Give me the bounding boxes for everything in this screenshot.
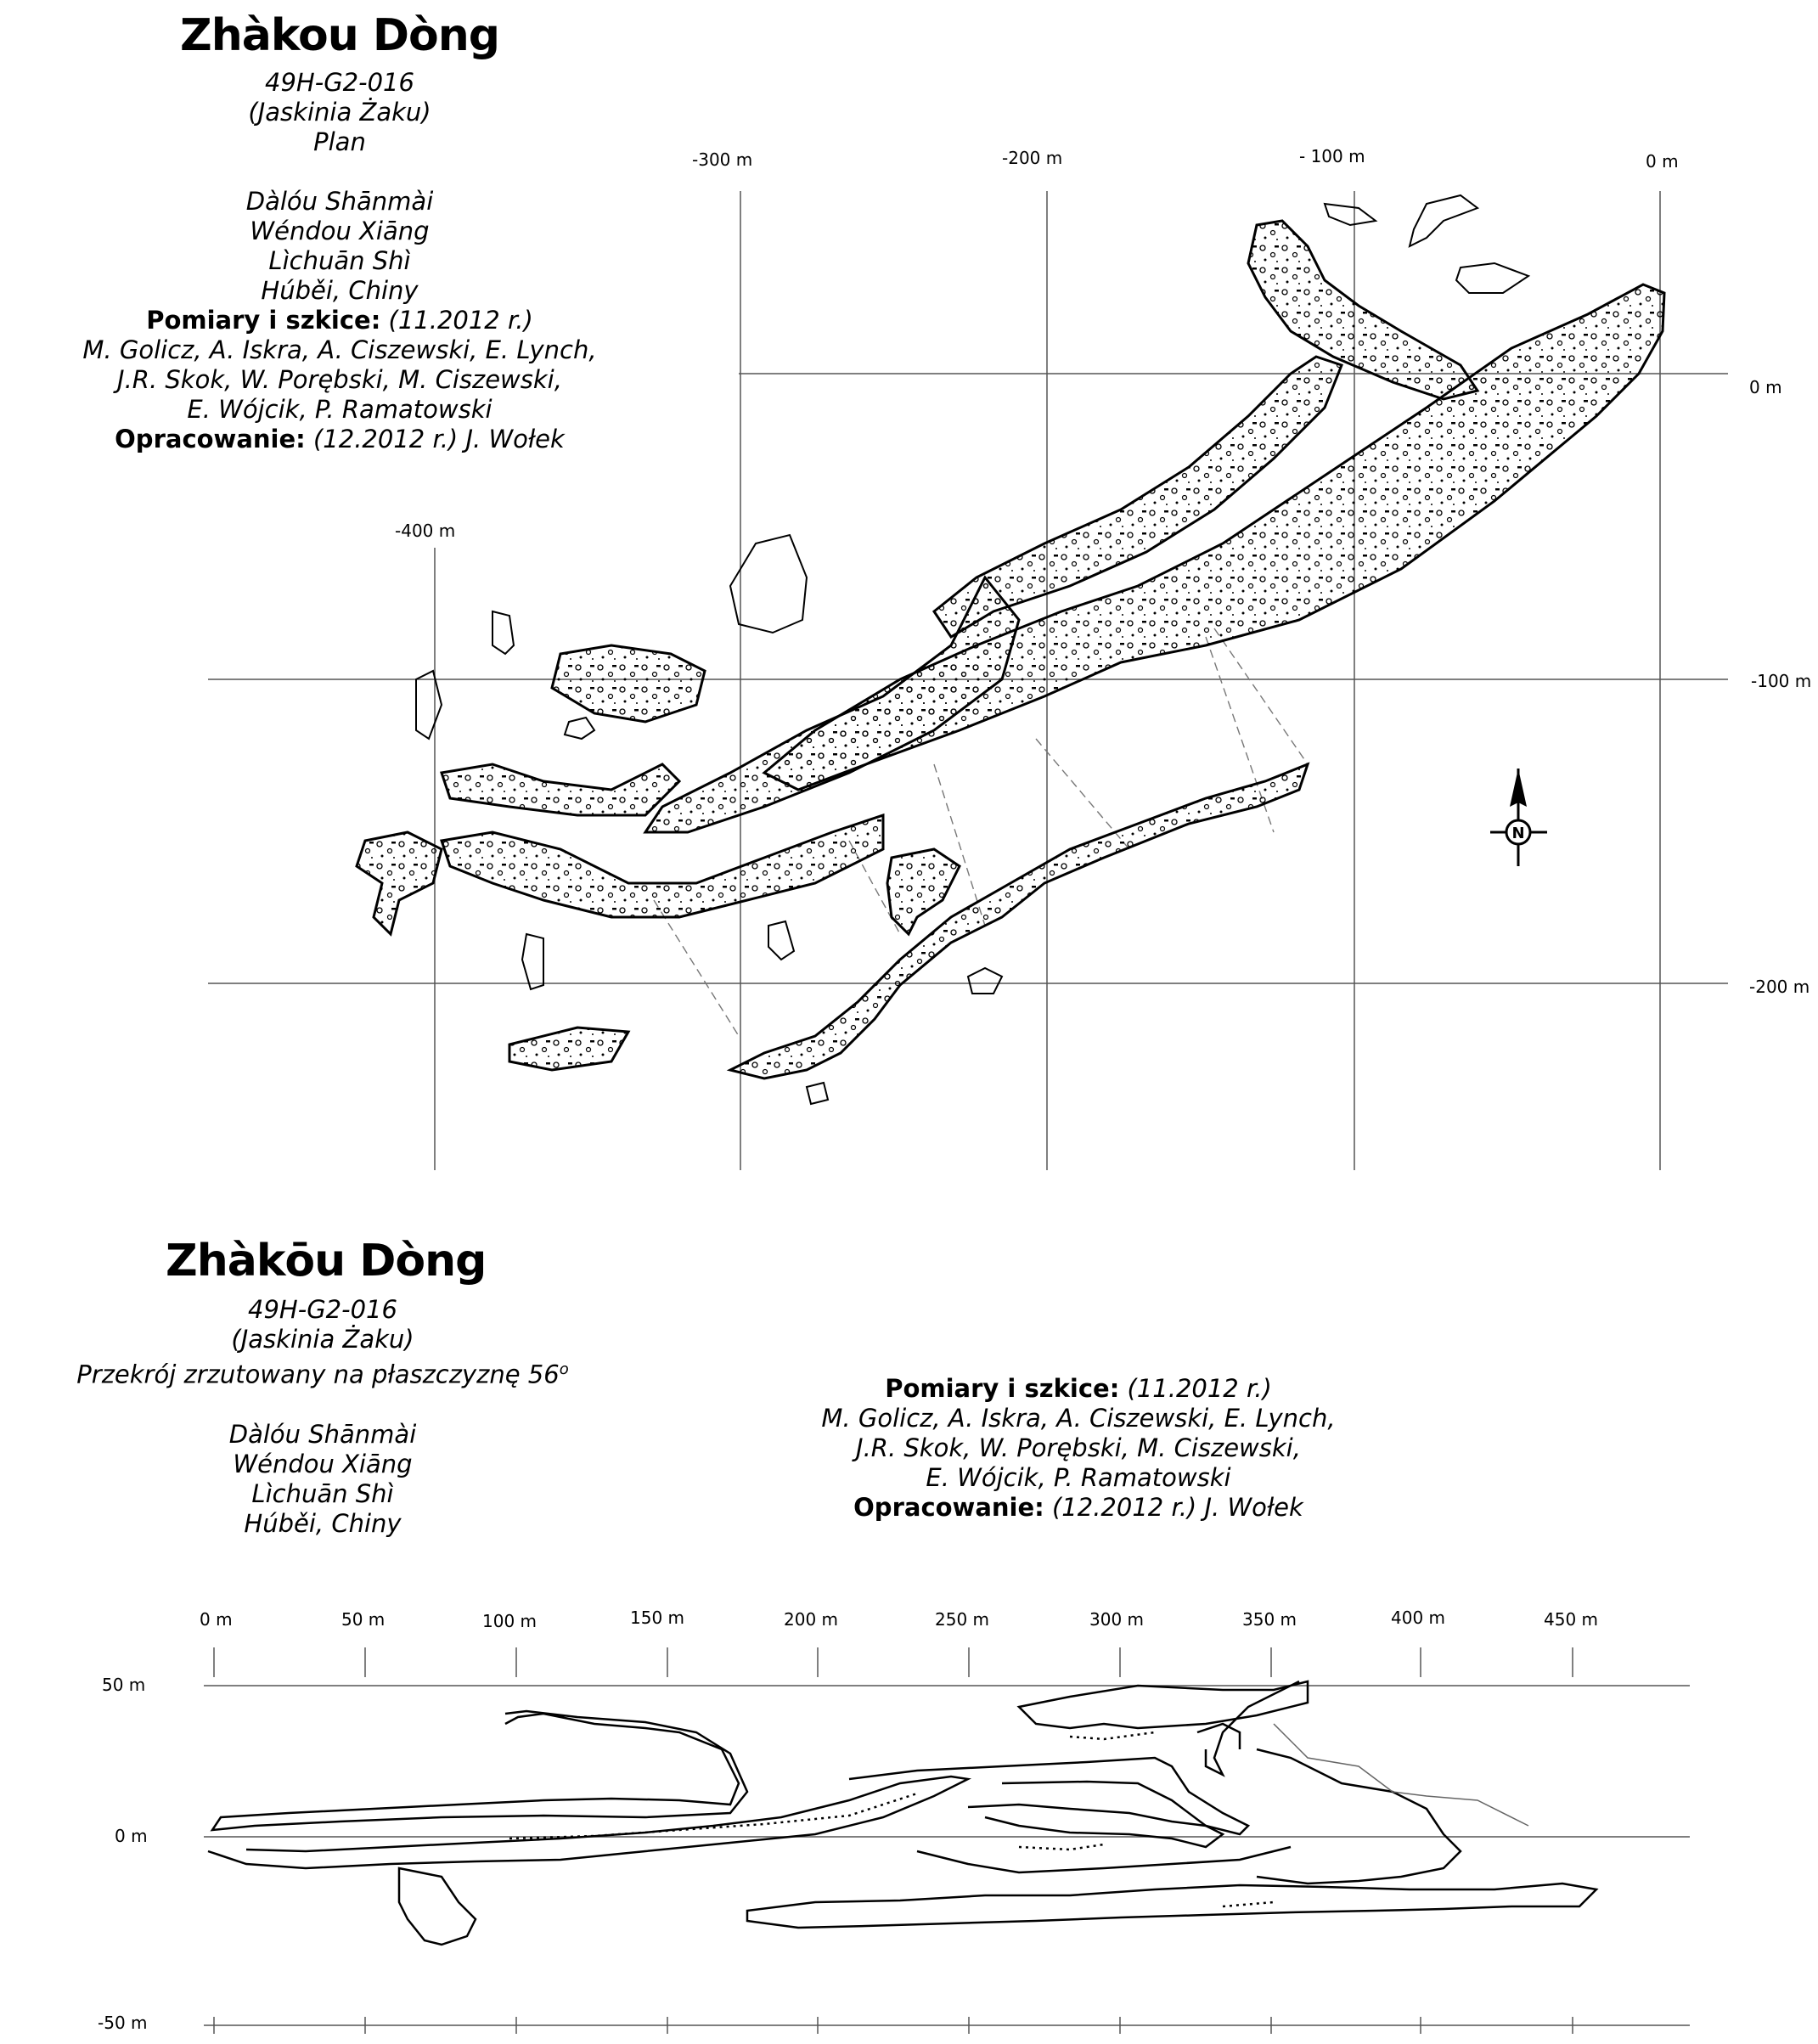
section-code: 49H-G2-016 [248, 1295, 397, 1324]
section-alt-name: (Jaskinia Żaku) [231, 1325, 414, 1354]
section-y-tick-50: 50 m [102, 1675, 146, 1695]
section-passages [208, 1681, 1596, 1945]
section-x-tick-100: 100 m [482, 1611, 538, 1631]
section-view: Przekrój zrzutowany na płaszczyznę 56$^o$ [76, 1360, 569, 1389]
section-location-3: Lìchuān Shì [251, 1478, 394, 1508]
section-y-tick-minus50: -50 m [98, 2013, 148, 2033]
plan-y-tick-200: -200 m [1749, 977, 1810, 997]
section-x-tick-350: 350 m [1242, 1609, 1297, 1630]
section-surveyors-3: E. Wójcik, P. Ramatowski [926, 1463, 1231, 1492]
plan-survey-label: Pomiary i szkice: [146, 306, 381, 335]
plan-survey-date: (11.2012 r.) [380, 306, 533, 335]
section-x-tick-200: 200 m [784, 1609, 839, 1630]
plan-alt-name: (Jaskinia Żaku) [248, 98, 431, 127]
section-x-tick-300: 300 m [1089, 1609, 1145, 1630]
plan-x-tick-0: 0 m [1646, 151, 1679, 172]
section-surveyors-1: M. Golicz, A. Iskra, A. Ciszewski, E. Lynch, [821, 1404, 1336, 1433]
plan-y-tick-0: 0 m [1749, 377, 1782, 397]
section-x-tick-0: 0 m [200, 1609, 233, 1630]
section-y-tick-0: 0 m [115, 1826, 148, 1846]
plan-code: 49H-G2-016 [265, 68, 414, 97]
section-drafting-label: Opracowanie: [853, 1493, 1044, 1522]
section-surface-line [1274, 1724, 1528, 1826]
section-x-tick-250: 250 m [935, 1609, 990, 1630]
section-upper-right [1019, 1681, 1308, 1728]
section-title: Zhàkōu Dòng [166, 1236, 487, 1287]
section-x-tick-400: 400 m [1391, 1608, 1446, 1628]
section-west-drop [399, 1868, 476, 1945]
plan-location-1: Dàlóu Shānmài [245, 187, 434, 216]
plan-location-2: Wéndou Xiāng [250, 217, 430, 245]
section-location-2: Wéndou Xiāng [233, 1449, 413, 1478]
section-survey-date: (11.2012 r.) [1119, 1374, 1272, 1403]
plan-location-4: Húběi, Chiny [261, 276, 419, 305]
plan-title: Zhàkou Dòng [180, 10, 499, 61]
plan-x-tick-300: -300 m [692, 149, 753, 170]
plan-surveyors-3: E. Wójcik, P. Ramatowski [187, 395, 492, 424]
plan-drafting-date: (12.2012 r.) J. Wołek [305, 425, 565, 453]
plan-y-tick-100: -100 m [1751, 671, 1812, 691]
section-x-tick-150: 150 m [630, 1608, 685, 1628]
section-bottom-passage [747, 1884, 1596, 1928]
section-drafting-date: (12.2012 r.) J. Wołek [1044, 1493, 1303, 1522]
section-right-chamber [1257, 1749, 1461, 1884]
section-upper-passage [212, 1711, 747, 1830]
section-surveyors-2: J.R. Skok, W. Porębski, M. Ciszewski, [856, 1433, 1301, 1462]
plan-surveyors-2: J.R. Skok, W. Porębski, M. Ciszewski, [117, 365, 562, 394]
plan-x-tick-400: -400 m [395, 521, 456, 541]
section-x-tick-50: 50 m [341, 1609, 386, 1630]
section-location-1: Dàlóu Shānmài [228, 1419, 417, 1449]
section-grid [204, 1647, 1690, 2034]
plan-view: Plan [313, 127, 366, 156]
north-label: N [1511, 825, 1525, 842]
section-x-tick-450: 450 m [1544, 1609, 1599, 1630]
plan-x-tick-100: - 100 m [1299, 146, 1365, 166]
plan-surveyors-1: M. Golicz, A. Iskra, A. Ciszewski, E. Lynch, [82, 335, 597, 364]
plan-drafting-label: Opracowanie: [115, 425, 306, 453]
plan-x-tick-200: -200 m [1002, 148, 1063, 168]
section-lower-mid [917, 1847, 1291, 1872]
section-steep-shaft [1206, 1681, 1299, 1775]
section-location-4: Húběi, Chiny [244, 1508, 402, 1538]
section-survey-label: Pomiary i szkice: [885, 1374, 1120, 1403]
plan-location-3: Lìchuān Shì [268, 246, 411, 275]
